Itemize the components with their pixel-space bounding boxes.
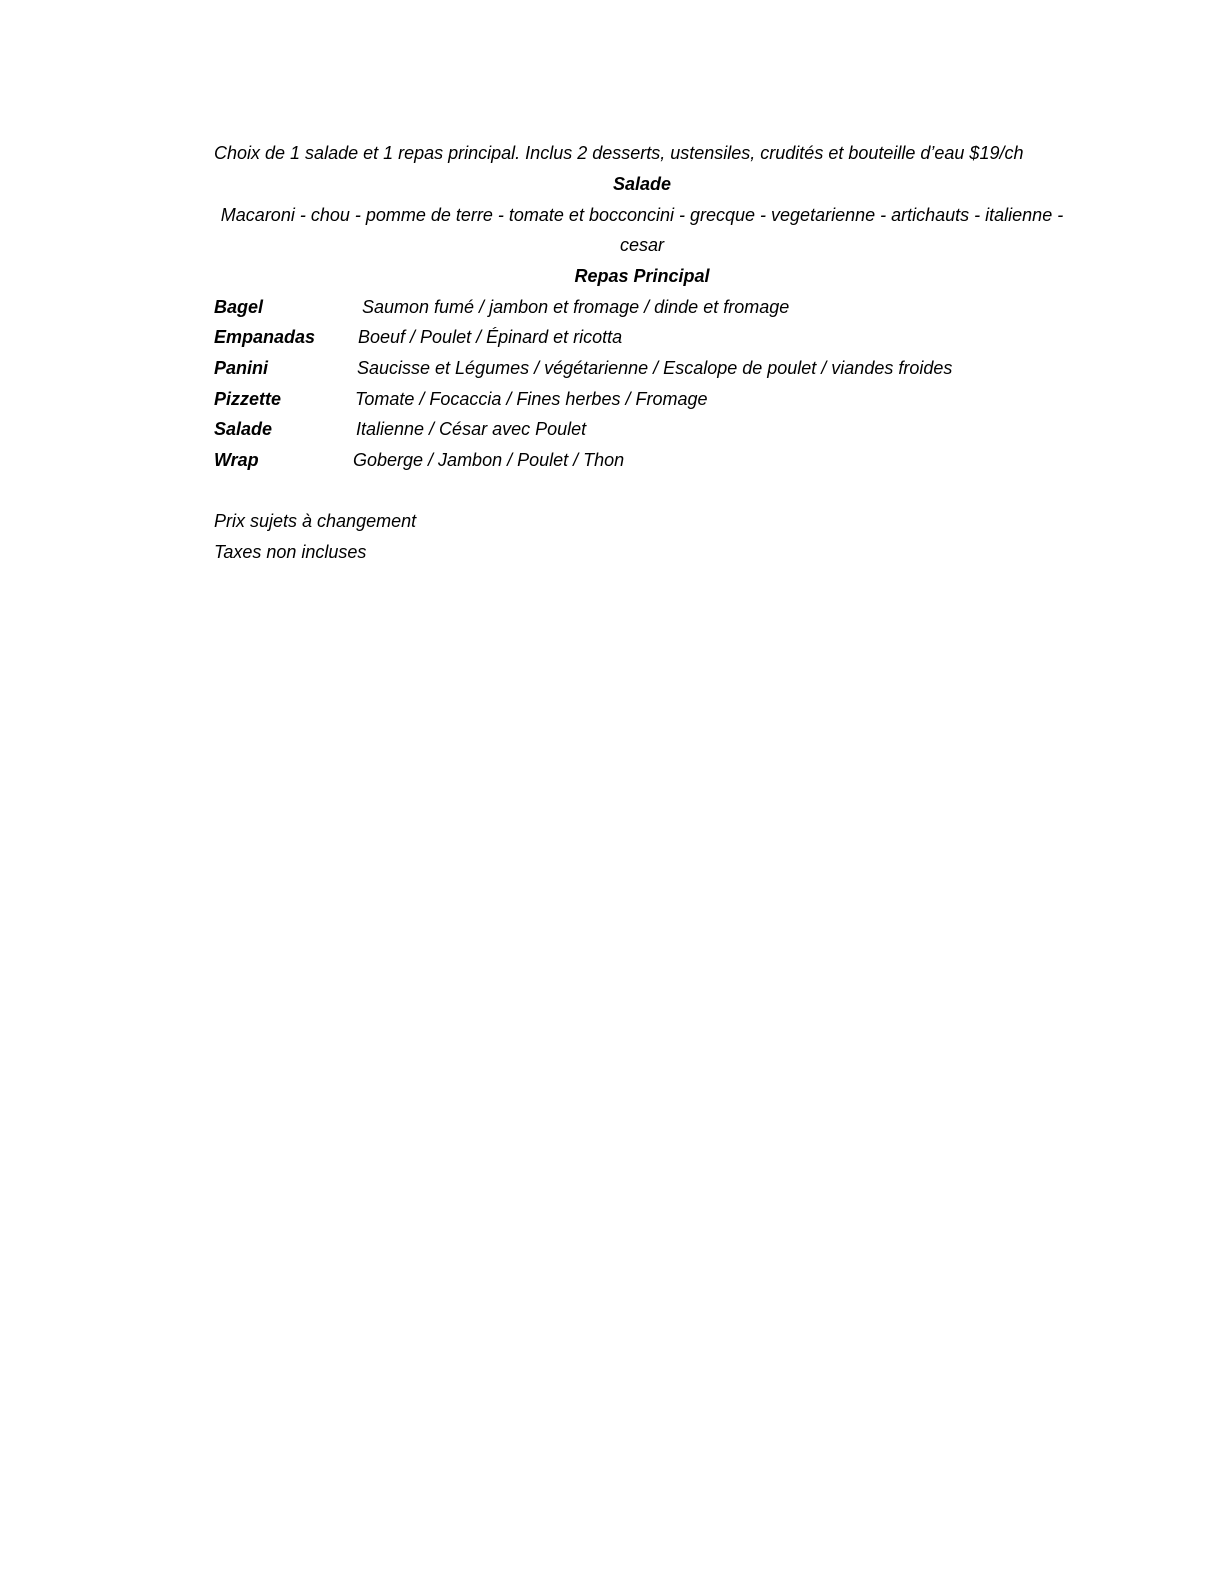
menu-item-options: Saucisse et Légumes / végétarienne / Escalope de poulet / viandes froides <box>357 358 953 378</box>
menu-item-name: Salade <box>214 419 273 439</box>
menu-item-name: Wrap <box>214 450 259 470</box>
salad-options-line-2: cesar <box>619 235 664 255</box>
menu-item-options: Saumon fumé / jambon et fromage / dinde et fromage <box>362 297 790 317</box>
salad-heading: Salade <box>612 174 672 194</box>
menu-item-options: Tomate / Focaccia / Fines herbes / Fromage <box>355 389 708 409</box>
menu-item-options: Goberge / Jambon / Poulet / Thon <box>353 450 625 470</box>
price-change-note: Prix sujets à changement <box>214 511 417 531</box>
menu-item-options: Italienne / César avec Poulet <box>356 419 587 439</box>
menu-item-name: Panini <box>214 358 269 378</box>
menu-item-name: Empanadas <box>214 327 316 347</box>
intro-text: Choix de 1 salade et 1 repas principal. Inclus 2 desserts, ustensiles, crudités et bouteille d’eau $19/ch <box>214 143 1024 163</box>
salad-options-line-1: Macaroni - chou - pomme de terre - tomate et bocconcini - grecque - vegetarienne - artichauts - italienne - <box>220 205 1064 225</box>
taxes-note: Taxes non incluses <box>214 542 367 562</box>
menu-item-options: Boeuf / Poulet / Épinard et ricotta <box>358 327 623 347</box>
main-course-heading: Repas Principal <box>574 266 710 286</box>
menu-item-name: Pizzette <box>214 389 282 409</box>
menu-item-name: Bagel <box>214 297 264 317</box>
